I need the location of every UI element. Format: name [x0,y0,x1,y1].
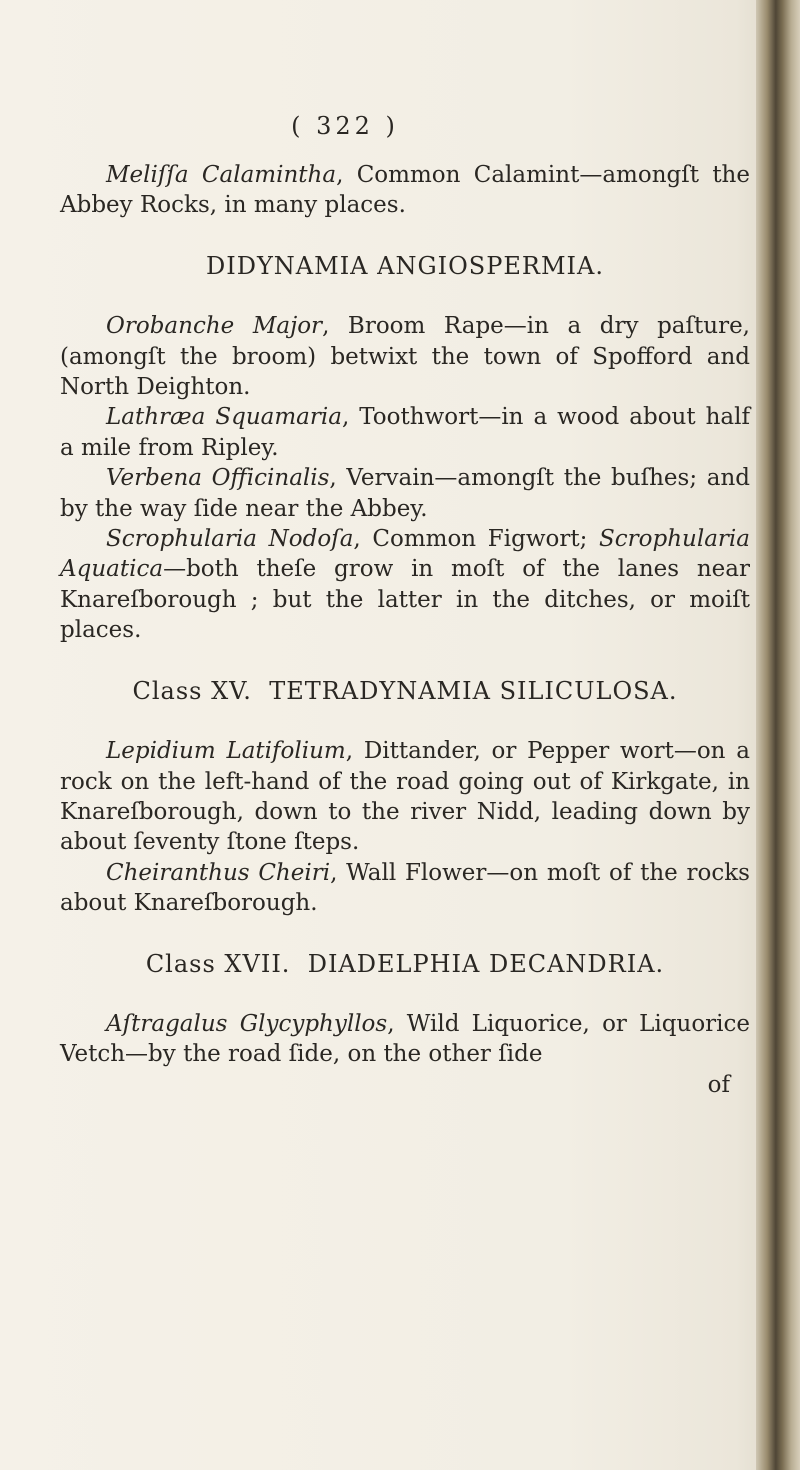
latin-name: Aſtragalus Glycyphyllos [106,1010,388,1037]
entry-cheiranthus [60,858,750,919]
section-heading-didynamia [60,251,750,281]
heading-class-label: Class XVII. [145,949,291,978]
entry-text: , Wall Flower—on moſt of the rocks about Knareſborough. [60,859,750,917]
page-number: ( 322 ) [291,112,399,140]
entry-text: , Broom Rape—in a dry paſture, (amongſt the broom) betwixt the town of Spofford and North Deighton. [60,313,750,401]
entry-verbena [60,463,750,524]
heading-title: DIDYNAMIA ANGIOSPERMIA. [205,251,604,280]
section-heading-class-xvii [60,949,750,979]
entry-text-second: —both theſe grow in moſt of the lanes near Knareſborough ; but the latter in the ditches, or moiſt places. [60,556,750,644]
entry-text: , Wild Liquorice, or Liquorice Vetch—by the road ſide, on the other ſide [60,1010,751,1068]
latin-name-second: Scrophularia Aquatica [60,526,750,583]
heading-title: DIADELPHIA DECANDRIA. [307,949,665,978]
entry-astragalus [60,1009,750,1070]
heading-class-label: Class XV. [132,676,252,705]
entry-orobanche [60,311,750,402]
latin-name: Cheiranthus Cheiri [106,859,331,886]
entry-text: , Toothwort—in a wood about half a mile from Ripley. [60,404,750,461]
entry-text: , Dittander, or Pepper wort—on a rock on the left-hand of the road going out of Kirkgate, in Knareſborough, down to the river Nidd, leading down by about ſeventy ſtone ſteps. [60,738,750,856]
latin-name: Lepidium Latifolium [106,738,346,765]
catchword: of [707,1071,730,1098]
entry-lepidium [60,736,750,858]
latin-name: Meliſſa Calamintha [106,162,337,188]
latin-name: Verbena Officinalis [106,465,330,492]
entry-scrophularia [60,524,750,646]
entry-text: , Vervain—amongſt the buſhes; and by the way ſide near the Abbey. [60,465,750,522]
entry-lathraea [60,402,750,463]
entry-text: , Common Figwort; [353,526,600,553]
entry-text: , Common Calamint—amongſt the Abbey Rocks, in many places. [60,162,750,219]
latin-name: Orobanche Major [106,313,323,340]
heading-title: TETRADYNAMIA SILICULOSA. [269,676,678,705]
book-spine-shadow [756,0,800,1470]
entry-melissa [60,160,750,221]
page-body [60,112,750,1100]
section-heading-class-xv [60,676,750,706]
latin-name: Scrophularia Nodoſa [106,526,354,553]
latin-name: Lathræa Squamaria [106,404,342,431]
